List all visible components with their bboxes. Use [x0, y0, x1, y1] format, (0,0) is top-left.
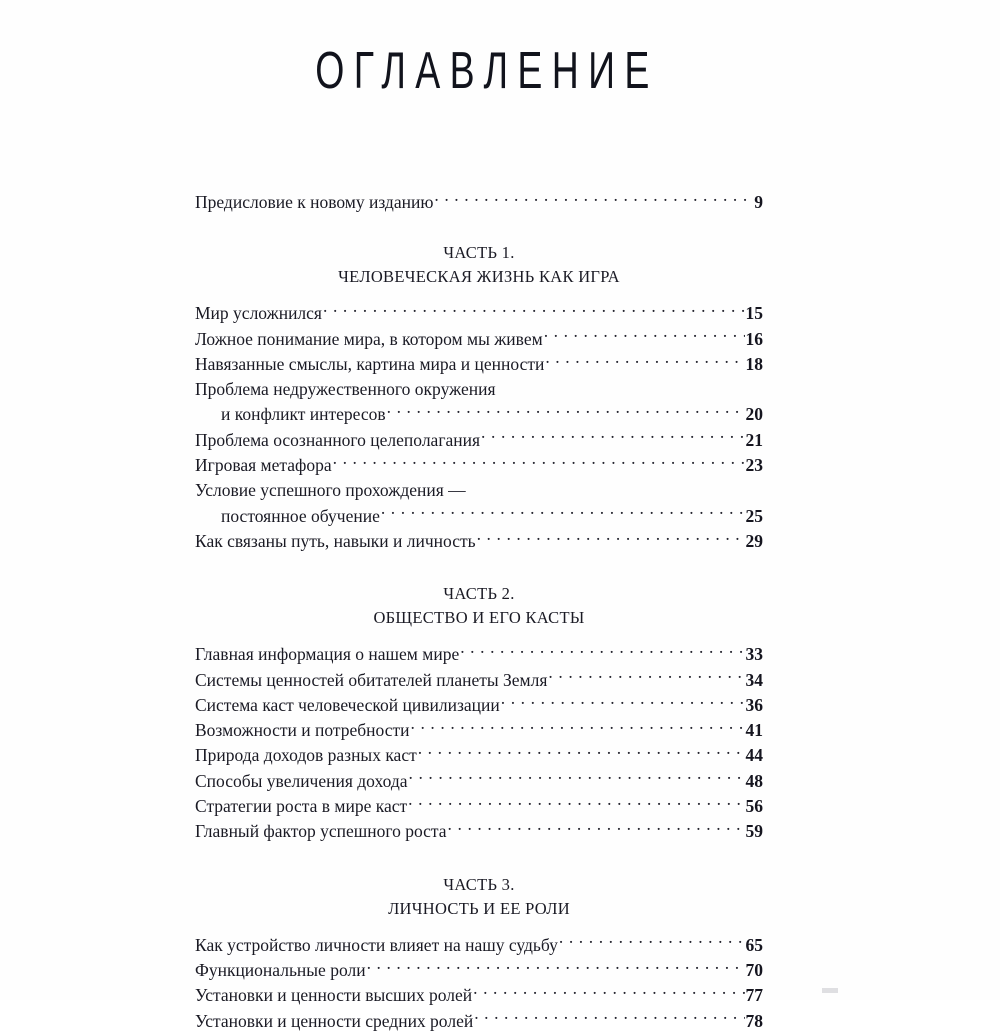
toc-entry[interactable]: [195, 743, 763, 768]
toc-entry[interactable]: [195, 529, 763, 554]
dot-leader: [544, 327, 745, 345]
part-label: ЧАСТЬ 2.: [443, 584, 515, 604]
toc-entry-page: 16: [745, 328, 763, 349]
toc-entry-page: 48: [745, 770, 763, 791]
toc-entry[interactable]: [195, 668, 763, 693]
dot-leader: [381, 504, 745, 522]
part-name: ЧЕЛОВЕЧЕСКАЯ ЖИЗНЬ КАК ИГРА: [338, 267, 620, 287]
toc-entry-page: 65: [745, 934, 763, 955]
part-entries-1: [195, 301, 763, 554]
toc-entry-title-continued: и конфликт интересов: [221, 404, 386, 425]
toc-entry-title: Установки и ценности высших ролей: [195, 985, 473, 1006]
toc-entry-page: 41: [745, 720, 763, 741]
toc-body: [195, 190, 763, 1034]
dot-leader: [387, 403, 745, 421]
dot-leader: [333, 454, 745, 472]
part-heading: [195, 873, 763, 921]
part-entries-3: [195, 933, 763, 1034]
toc-entry-title: Стратегии роста в мире каст: [195, 796, 408, 817]
toc-entry-page: 59: [745, 821, 763, 842]
toc-entry[interactable]: [195, 377, 763, 428]
toc-entry-page: 25: [745, 505, 763, 526]
part-heading-block: [195, 873, 763, 921]
part-heading-block: [195, 241, 763, 289]
page-title: ОГЛАВЛЕНИЕ: [315, 42, 659, 100]
part-heading-block: [195, 582, 763, 630]
toc-entry-title: Как связаны путь, навыки и личность: [195, 530, 476, 551]
dot-leader: [448, 820, 745, 838]
front-matter-group: [195, 190, 763, 215]
part-name: ЛИЧНОСТЬ И ЕЕ РОЛИ: [388, 898, 570, 918]
toc-entry[interactable]: [195, 819, 763, 844]
dot-leader: [474, 1009, 744, 1027]
dot-leader: [408, 795, 744, 813]
toc-entry-title: Системы ценностей обитателей планеты Земля: [195, 669, 548, 690]
dot-leader: [473, 984, 744, 1002]
toc-entry-title: Система каст человеческой цивилизации: [195, 694, 500, 715]
dot-leader: [559, 933, 745, 951]
toc-entry-page: 77: [745, 985, 763, 1006]
toc-entry-page: 9: [754, 192, 763, 212]
toc-entry-page: 36: [745, 694, 763, 715]
toc-entry[interactable]: [195, 983, 763, 1008]
toc-entry[interactable]: [195, 958, 763, 983]
toc-entry-page: 15: [745, 303, 763, 324]
toc-entry-title-continued: постоянное обучение: [221, 505, 380, 526]
toc-entry[interactable]: [195, 478, 763, 529]
toc-entry-title: Возможности и потребности: [195, 720, 410, 741]
toc-entry-title: Функциональные роли: [195, 959, 366, 980]
dot-leader: [411, 719, 745, 737]
part-label: ЧАСТЬ 1.: [443, 243, 515, 263]
toc-entry[interactable]: [195, 428, 763, 453]
toc-entry-page: 70: [745, 959, 763, 980]
toc-entry[interactable]: [195, 190, 763, 215]
part-entries-2: [195, 642, 763, 844]
toc-entry-title: Ложное понимание мира, в котором мы живем: [195, 328, 543, 349]
toc-entry-page: 21: [745, 429, 763, 450]
dot-leader: [367, 958, 745, 976]
toc-entry-page: 34: [745, 669, 763, 690]
page-number-artifact: [822, 988, 838, 993]
toc-entry[interactable]: [195, 453, 763, 478]
toc-entry-page: 29: [745, 530, 763, 551]
toc-entry[interactable]: [195, 794, 763, 819]
toc-entry-page: 33: [745, 644, 763, 665]
part-label: ЧАСТЬ 3.: [443, 874, 515, 894]
part-heading: [195, 241, 763, 289]
toc-entry-title: Мир усложнился: [195, 303, 322, 324]
toc-entry-title: Условие успешного прохождения —: [195, 480, 466, 501]
toc-entry[interactable]: [195, 933, 763, 958]
dot-leader: [418, 744, 745, 762]
dot-leader: [460, 643, 744, 661]
toc-entry-title: Главный фактор успешного роста: [195, 821, 447, 842]
toc-entry-title: Игровая метафора: [195, 455, 332, 476]
dot-leader: [477, 529, 745, 547]
toc-entry-title: Главная информация о нашем мире: [195, 644, 460, 665]
toc-entry-page: 78: [745, 1010, 763, 1031]
toc-entry-title: Как устройство личности влияет на нашу судьбу: [195, 934, 558, 955]
part-heading: [195, 582, 763, 630]
dot-leader: [409, 769, 745, 787]
toc-entry[interactable]: [195, 693, 763, 718]
toc-entry[interactable]: [195, 1009, 763, 1034]
toc-entry-title: Проблема недружественного окружения: [195, 379, 496, 400]
toc-entry[interactable]: [195, 769, 763, 794]
toc-entry[interactable]: [195, 352, 763, 377]
toc-entry-page: 56: [745, 796, 763, 817]
toc-entry-title: Способы увеличения дохода: [195, 770, 408, 791]
toc-entry-page: 20: [745, 404, 763, 425]
toc-entry[interactable]: [195, 642, 763, 667]
dot-leader: [501, 693, 745, 711]
toc-entry[interactable]: [195, 327, 763, 352]
toc-entry-page: 44: [745, 745, 763, 766]
dot-leader: [323, 302, 745, 320]
part-name: ОБЩЕСТВО И ЕГО КАСТЫ: [373, 608, 585, 628]
toc-entry-title: Природа доходов разных каст: [195, 745, 417, 766]
toc-entry-page: 23: [745, 455, 763, 476]
dot-leader: [545, 352, 744, 370]
toc-entry[interactable]: [195, 301, 763, 326]
toc-entry-title: Проблема осознанного целеполагания: [195, 429, 481, 450]
toc-entry-title: Навязанные смыслы, картина мира и ценности: [195, 353, 545, 374]
toc-entry[interactable]: [195, 718, 763, 743]
toc-entry-title: Предисловие к новому изданию: [195, 192, 434, 212]
toc-entry-title: Установки и ценности средних ролей: [195, 1010, 474, 1031]
toc-entry-page: 18: [745, 353, 763, 374]
dot-leader: [548, 668, 744, 686]
dot-leader: [434, 191, 753, 209]
dot-leader: [481, 428, 744, 446]
